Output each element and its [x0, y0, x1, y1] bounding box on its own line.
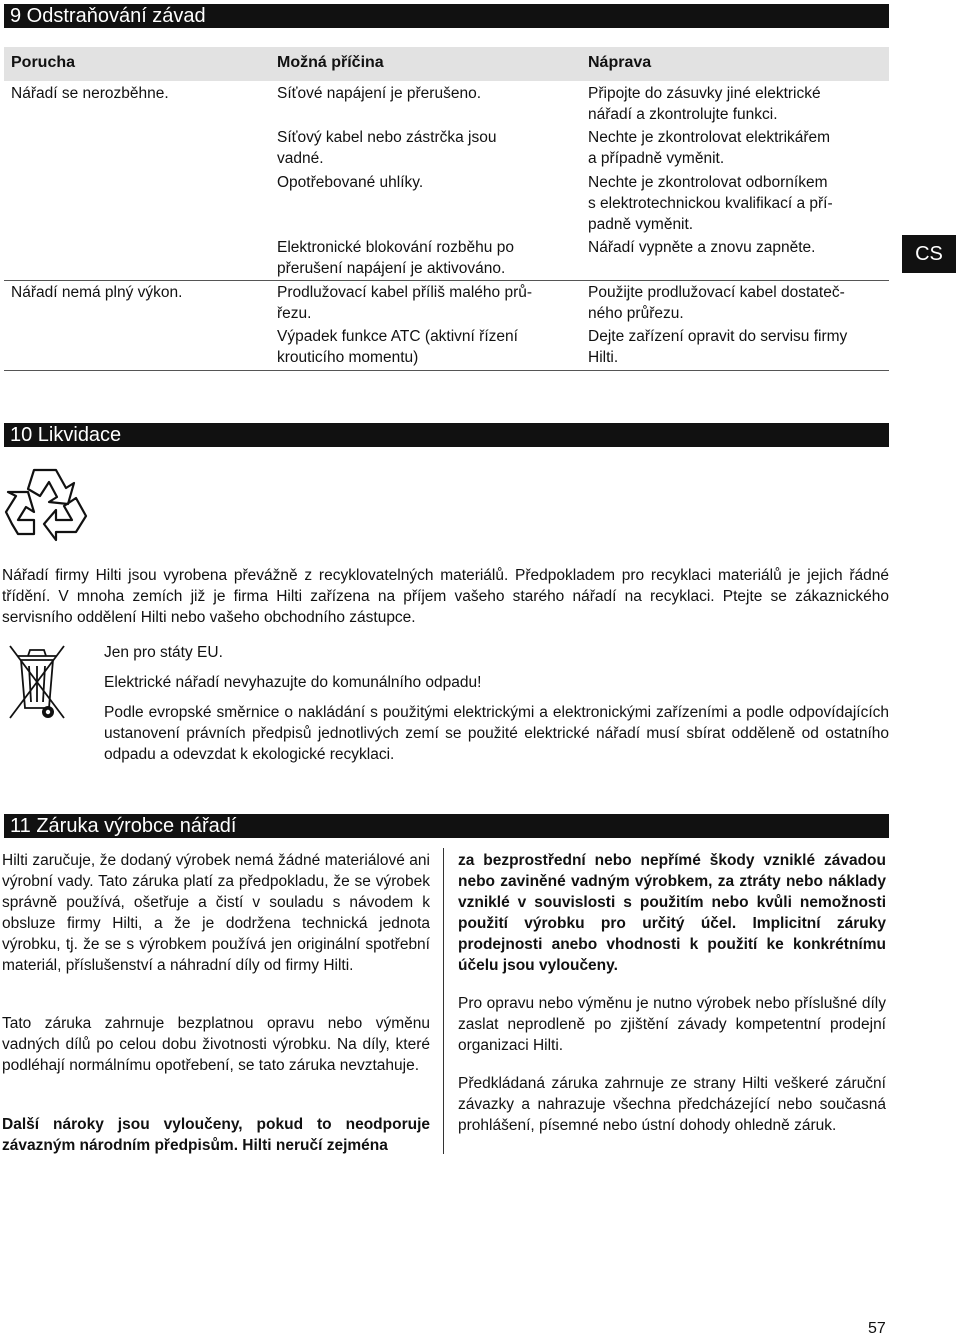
- section-9-title: 9 Odstraňování závad: [4, 4, 889, 28]
- cell-naprava: Připojte do zásuvky jiné elektrické nářadí a zkontrolujte funkci.: [588, 85, 821, 123]
- header-porucha: Porucha: [11, 54, 76, 71]
- header-naprava: Náprava: [588, 54, 652, 71]
- warranty-left-paragraph-1: Hilti zaručuje, že dodaný výrobek nemá žádné materiálové ani výrobní vady. Tato záruka platí za předpokladu, že se výrobek správně používá, ošetřuje a čistí v souladu s návodem k obsluze firmy Hilti, a že je dodržena technická jednota výrobku, tj. že se s výrobkem používá jen originální spotřební materiál, příslušenství a náhradní díly od firmy Hilti.: [2, 852, 430, 974]
- header-pricina: Možná příčina: [277, 54, 384, 71]
- cell-pricina: Síťové napájení je přerušeno.: [277, 85, 482, 102]
- weee-directive-paragraph: Podle evropské směrnice o nakládání s použitými elektrickými a elektronickými zařízeními a podle odpovídajících ustanovení právních předpisů jednotlivých zemí se použité elektrické nářadí musí sbírat odděleně od ostatního odpadu a odevzdat k ekologické recyklaci.: [104, 704, 889, 763]
- cell-naprava: Nechte je zkontrolovat elektrikářem a případně vyměnit.: [588, 129, 831, 167]
- section-11-title: 11 Záruka výrobce nářadí: [4, 814, 889, 838]
- recycling-paragraph: Nářadí firmy Hilti jsou vyrobena převážně z recyklovatelných materiálů. Předpokladem pro recyklaci materiálů je jejich řádné třídění. V mnoha zemích již je firma Hilti zařízena na příjem vašeho starého nářadí na recyklaci. Ptejte se zákaznického servisního oddělení Hilti nebo vašeho obchodního zástupce.: [2, 567, 889, 626]
- cell-naprava: Dejte zařízení opravit do servisu firmy Hilti.: [588, 328, 848, 366]
- warranty-right-paragraph-1: za bezprostřední nebo nepřímé škody vzniklé závadou nebo zaviněné vadným výrobkem, za ztráty nebo náklady vzniklé v souvislosti s použitím nebo kvůli nemožnosti použití výrobku pro určitý účel. Implicitní záruky prodejnosti anebo vhodnosti k použití ke konkrétnímu účelu jsou vyloučeny.: [458, 852, 886, 974]
- table-divider: [4, 280, 889, 281]
- cell-pricina: Výpadek funkce ATC (aktivní řízení krouticího momentu): [277, 328, 518, 366]
- cell-naprava: Použijte prodlužovací kabel dostateč- ného průřezu.: [588, 284, 845, 322]
- recycling-icon: [4, 462, 88, 542]
- cell-pricina: Opotřebované uhlíky.: [277, 174, 424, 191]
- cell-pricina: Prodlužovací kabel příliš malého prů- řezu.: [277, 284, 533, 322]
- cell-porucha: Nářadí se nerozběhne.: [11, 85, 169, 102]
- no-household-waste-note: Elektrické nářadí nevyhazujte do komunálního odpadu!: [104, 674, 482, 691]
- cell-pricina: Elektronické blokování rozběhu po přerušení napájení je aktivováno.: [277, 239, 514, 277]
- eu-only-note: Jen pro státy EU.: [104, 644, 223, 661]
- warranty-right-paragraph-2: Pro opravu nebo výměnu je nutno výrobek nebo příslušné díly zaslat neprodleně po zjištění závady kompetentní prodejní organizaci Hilti.: [458, 995, 886, 1054]
- cell-naprava: Nechte je zkontrolovat odborníkem s elektrotechnickou kvalifikací a pří- padně vyměnit.: [588, 174, 833, 233]
- table-header: [4, 47, 889, 81]
- cell-pricina: Síťový kabel nebo zástrčka jsou vadné.: [277, 129, 497, 167]
- column-divider: [443, 848, 444, 1154]
- warranty-left-paragraph-3: Další nároky jsou vyloučeny, pokud to neodporuje závazným národním předpisům. Hilti neručí zejména: [2, 1116, 430, 1154]
- language-tab: CS: [902, 235, 956, 273]
- table-bottom-rule: [4, 370, 889, 371]
- cell-porucha: Nářadí nemá plný výkon.: [11, 284, 183, 301]
- page-number: 57: [868, 1320, 886, 1337]
- warranty-left-paragraph-2: Tato záruka zahrnuje bezplatnou opravu nebo výměnu vadných dílů po celou dobu životnosti výrobku. Na díly, které podléhají normálnímu opotřebení, se tato záruka nevztahuje.: [2, 1015, 430, 1074]
- section-10-title: 10 Likvidace: [4, 423, 889, 447]
- crossed-bin-icon: [8, 640, 66, 720]
- warranty-right-paragraph-3: Předkládaná záruka zahrnuje ze strany Hilti veškeré záruční závazky a nahrazuje všechna předcházející nebo současná prohlášení, písemné nebo ústní dohody ohledně záruk.: [458, 1075, 886, 1134]
- cell-naprava: Nářadí vypněte a znovu zapněte.: [588, 239, 816, 256]
